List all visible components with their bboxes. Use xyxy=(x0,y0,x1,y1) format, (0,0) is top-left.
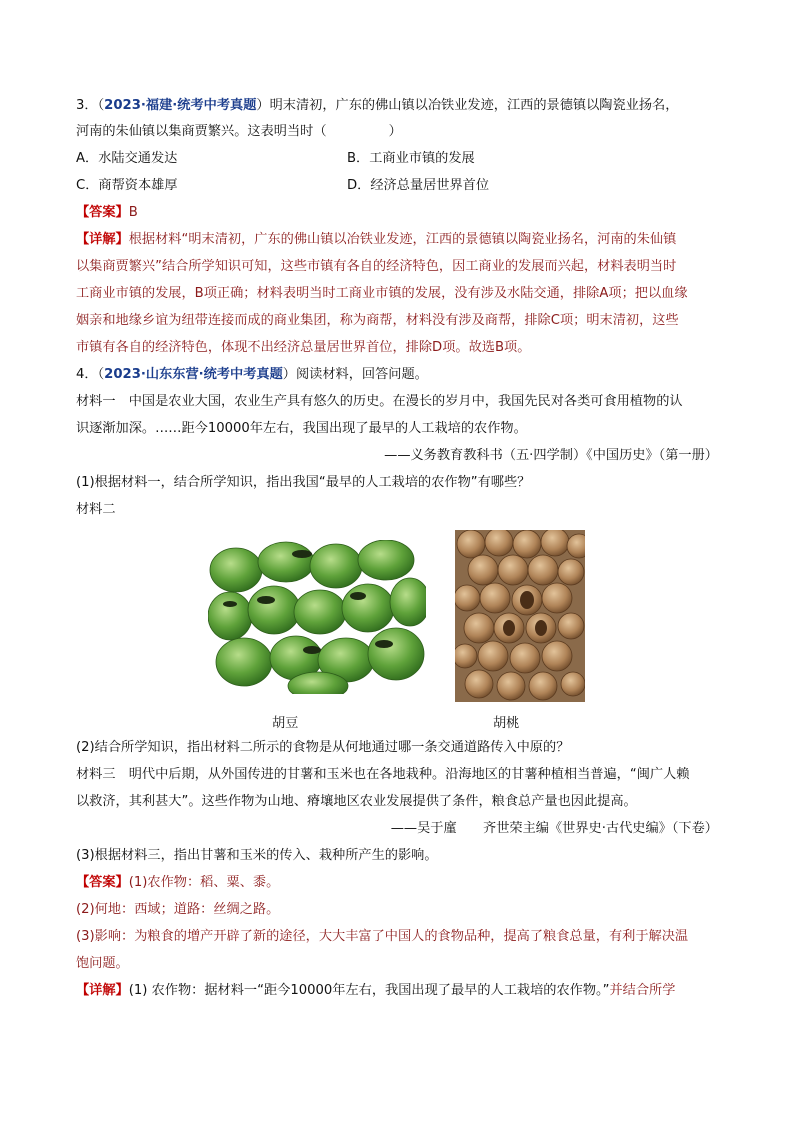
broad-bean-caption: 胡豆 xyxy=(272,716,299,731)
q3-detail-line3: 工商业市镇的发展，B项正确；材料表明当时工商业市镇的发展，没有涉及水陆交通，排除A项；把以血缘 xyxy=(76,286,688,301)
q4-material3-line2: 以救济，其利甚大”。这些作物为山地、瘠壤地区农业发展提供了条件，粮食总产量也因此提高。 xyxy=(76,794,637,809)
q3-option-b: B．工商业市镇的发展 xyxy=(347,151,475,166)
q3-detail-text1: 根据材料“明末清初，广东的佛山镇以冶铁业发迹，江西的景德镇以陶瓷业扬名，河南的朱仙镇 xyxy=(128,232,677,247)
q4-answer3-line1: (3)影响：为粮食的增产开辟了新的途径，大大丰富了中国人的食物品种，提高了粮食总量，有利于解决温 xyxy=(76,929,689,944)
q3-detail-line1 xyxy=(76,230,676,250)
q3-option-d: D．经济总量居世界首位 xyxy=(347,178,490,193)
q3-answer xyxy=(76,203,138,223)
q4-material1-source: ——义务教育教科书（五·四学制）《中国历史》（第一册） xyxy=(384,448,718,463)
q4-answer3-line2: 饱问题。 xyxy=(76,956,129,971)
q4-stem xyxy=(76,365,428,385)
q4-stem-text: 阅读材料，回答问题。 xyxy=(295,367,428,382)
q4-source-close: ） xyxy=(282,367,296,382)
q4-detail-text: (1) 农作物：据材料一“距今10000年左右，我国出现了最早的人工栽培的农作物。” xyxy=(128,983,610,998)
q4-material3-line1: 材料三 明代中后期，从外国传进的甘薯和玉米也在各地栽种。沿海地区的甘薯种植相当普遍，“闽广人赖 xyxy=(76,767,690,782)
q4-detail-tag: 【详解】 xyxy=(76,983,129,998)
q4-detail-line1 xyxy=(76,981,675,1001)
q4-material1-line2: 识逐渐加深。……距今10000年左右，我国出现了最早的人工栽培的农作物。 xyxy=(76,421,527,436)
q4-answer1: (1)农作物：稻、粟、黍。 xyxy=(128,875,280,890)
q3-option-a: A．水陆交通发达 xyxy=(76,151,178,166)
q3-detail-line5: 市镇有各自的经济特色，体现不出经济总量居世界首位，排除D项。故选B项。 xyxy=(76,340,531,355)
q4-question3: (3)根据材料三，指出甘薯和玉米的传入、栽种所产生的影响。 xyxy=(76,848,438,863)
q4-number: 4．（ xyxy=(76,367,105,382)
q3-detail-line4: 姻亲和地缘乡谊为纽带连接而成的商业集团，称为商帮，材料没有涉及商帮，排除C项；明末清初，这些 xyxy=(76,313,679,328)
q4-question2: (2)结合所学知识，指出材料二所示的食物是从何地通过哪一条交通道路传入中原的？ xyxy=(76,740,570,755)
q3-stem-line2 xyxy=(76,122,402,142)
q3-detail-tag: 【详解】 xyxy=(76,232,129,247)
q3-source: 2023·福建·统考中考真题 xyxy=(104,98,257,113)
q3-answer-tag: 【答案】 xyxy=(76,205,129,220)
q4-material1-line1: 材料一 中国是农业大国，农业生产具有悠久的历史。在漫长的岁月中，我国先民对各类可食用植物的认 xyxy=(76,394,683,409)
q4-answer2: (2)何地：西域；道路：丝绸之路。 xyxy=(76,902,280,917)
q3-source-close: ） xyxy=(256,98,270,113)
broad-bean-photo xyxy=(208,540,426,694)
q4-source: 2023·山东东营·统考中考真题 xyxy=(104,367,283,382)
q3-stem-line1 xyxy=(76,96,678,116)
q4-answer-line1 xyxy=(76,873,279,893)
q4-material3-source: ——吴于廑 齐世荣主编《世界史·古代史编》（下卷） xyxy=(390,821,718,836)
q3-number: 3．（ xyxy=(76,98,105,113)
q3-detail-line2: 以集商贾繁兴”结合所学知识可知，这些市镇有各自的经济特色，因工商业的发展而兴起，材料表明当时 xyxy=(76,259,677,274)
q3-stem-text2: 河南的朱仙镇以集商贾繁兴。这表明当时（ xyxy=(76,124,327,139)
q3-stem-text1: 明末清初，广东的佛山镇以冶铁业发迹，江西的景德镇以陶瓷业扬名， xyxy=(269,98,679,113)
q3-stem-end: ） xyxy=(388,124,402,139)
walnut-photo xyxy=(455,530,585,702)
q4-material2-label: 材料二 xyxy=(76,502,116,517)
q3-answer-value: B xyxy=(128,205,138,220)
q4-detail-tail: 并结合所学 xyxy=(609,983,676,998)
walnut-caption: 胡桃 xyxy=(493,716,520,731)
q3-option-c: C．商帮资本雄厚 xyxy=(76,178,178,193)
q4-question1: (1)根据材料一，结合所学知识，指出我国“最早的人工栽培的农作物”有哪些？ xyxy=(76,475,531,490)
q4-answer-tag: 【答案】 xyxy=(76,875,129,890)
